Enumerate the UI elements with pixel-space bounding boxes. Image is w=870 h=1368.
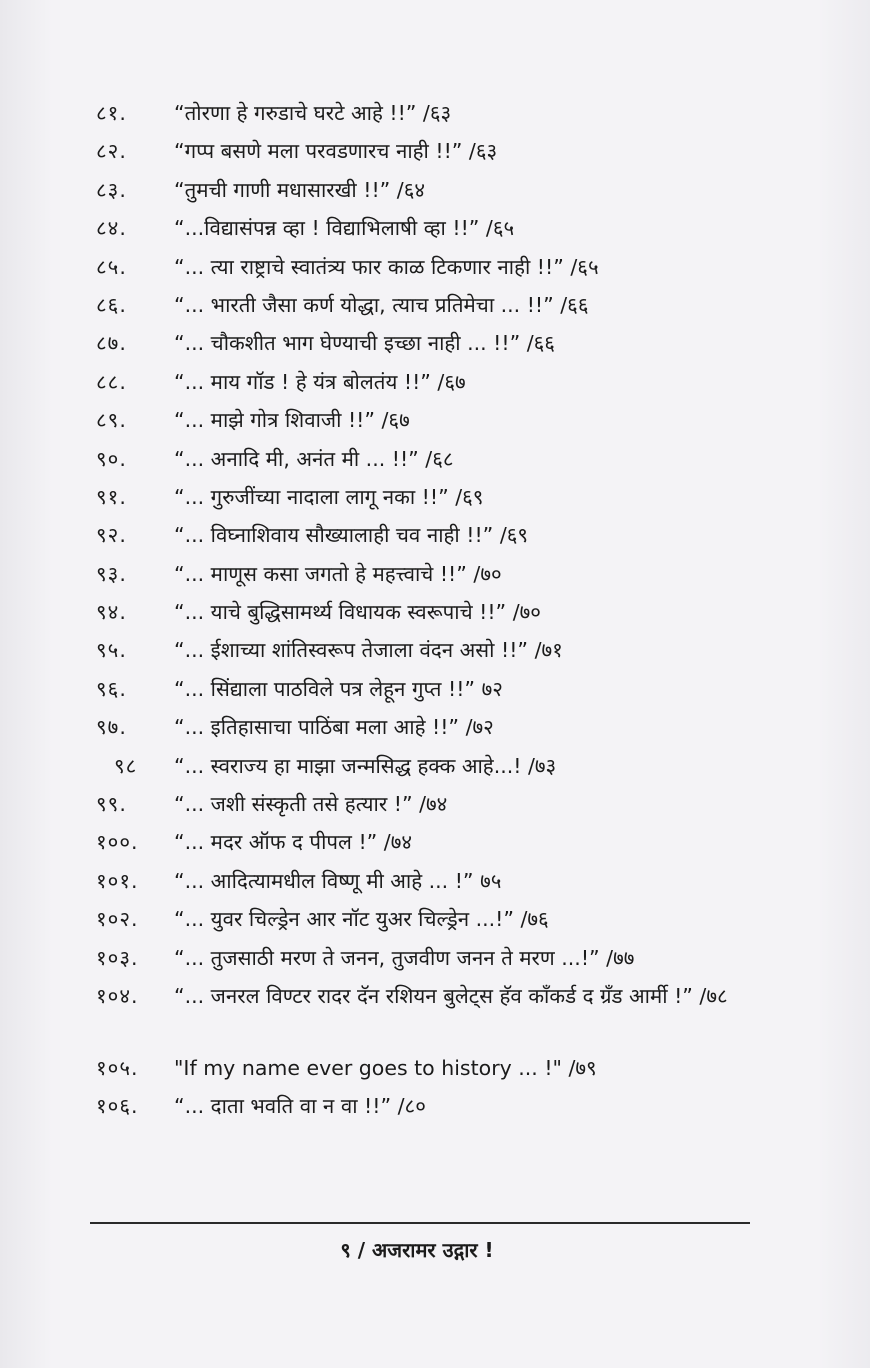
quote-index-list [96,98,786,1130]
list-item [96,635,786,673]
entry-number: ९२. [96,523,127,548]
list-item [96,943,786,981]
entry-text: “... इतिहासाचा पाठिंबा मला आहे !!” /७२ [174,715,494,740]
list-item [96,405,786,443]
list-item [96,290,786,328]
entry-text: “... तुजसाठी मरण ते जनन, तुजवीण जनन ते मरण ...!” /७७ [174,945,635,970]
entry-number: ८३. [96,177,127,202]
entry-number: १०६. [96,1094,139,1119]
entry-number: १०५. [96,1055,139,1080]
entry-text: “... स्वराज्य हा माझा जन्मसिद्ध हक्क आहे...! /७३ [174,753,557,778]
entry-text: “... माणूस कसा जगतो हे महत्त्वाचे !!” /७० [174,561,502,586]
list-item [96,175,786,213]
entry-number: ८५. [96,254,127,279]
footer-divider [90,1222,750,1224]
entry-number: ९५. [96,638,127,663]
entry-text: “... याचे बुद्धिसामर्थ्य विधायक स्वरूपाचे !!” /७० [174,600,541,625]
entry-text: “... आदित्यामधील विष्णू मी आहे ... !” ७५ [174,868,502,893]
list-item [96,444,786,482]
footer-text: ९ / अजरामर उद्गार ! [340,1238,494,1262]
list-item [96,559,786,597]
entry-number: १०३. [96,945,139,970]
entry-number: ९१. [96,484,127,509]
entry-text: “... गुरुजींच्या नादाला लागू नका !!” /६९ [174,484,484,509]
entry-text: “... दाता भवति वा न वा !!” /८० [174,1094,426,1119]
entry-text: “...विद्यासंपन्न व्हा ! विद्याभिलाषी व्हा !!” /६५ [174,216,515,241]
entry-number: ९४. [96,600,127,625]
entry-text: “... विघ्नाशिवाय सौख्यालाही चव नाही !!” /६९ [174,523,529,548]
list-item [96,981,786,1053]
entry-number: ९३. [96,561,127,586]
entry-text: “... जशी संस्कृती तसे हत्यार !” /७४ [174,792,448,817]
entry-number: १००. [96,830,139,855]
entry-number: ८२. [96,139,127,164]
entry-text: “... अनादि मी, अनंत मी ... !!” /६८ [174,446,454,471]
entry-number: १०२. [96,907,139,932]
entry-text: “... माय गॉड ! हे यंत्र बोलतंय !!” /६७ [174,369,466,394]
list-item [96,98,786,136]
entry-number: ९०. [96,446,127,471]
list-item [96,866,786,904]
entry-text: “... ईशाच्या शांतिस्वरूप तेजाला वंदन असो !!” /७१ [174,638,563,663]
entry-number: ८९. [96,408,127,433]
entry-number: ९७. [96,715,127,740]
entry-text: “... चौकशीत भाग घेण्याची इच्छा नाही ... !!” /६६ [174,331,555,356]
list-item [96,712,786,750]
entry-number: ८६. [96,292,127,317]
entry-text: “... भारती जैसा कर्ण योद्धा, त्याच प्रतिमेचा ... !!” /६६ [174,292,589,317]
list-item [96,252,786,290]
list-item [96,328,786,366]
list-item [96,136,786,174]
entry-text: “... सिंद्याला पाठविले पत्र लेहून गुप्त !!” ७२ [174,676,503,701]
entry-text: “... जनरल विण्टर रादर दॅन रशियन बुलेट्स हॅव कॉंकर्ड द ग्रॅंड आर्मी !” /७८ [174,983,728,1008]
entry-text: "If my name ever goes to history ... !" /७९ [174,1055,597,1080]
page-footer [0,1236,870,1263]
entry-text: “गप्प बसणे मला परवडणारच नाही !!” /६३ [174,139,498,164]
list-item [96,751,786,789]
list-item [96,789,786,827]
list-item [96,367,786,405]
list-item [96,674,786,712]
entry-number: ८८. [96,369,127,394]
entry-text: “... युवर चिल्ड्रेन आर नॉट युअर चिल्ड्रेन ...!” /७६ [174,907,549,932]
entry-text: “... माझे गोत्र शिवाजी !!” /६७ [174,408,410,433]
entry-text: “तोरणा हे गरुडाचे घरटे आहे !!” /६३ [174,101,452,125]
entry-number: ८१. [96,101,127,125]
entry-number: ९८ [114,753,138,778]
entry-text: “... त्या राष्ट्राचे स्वातंत्र्य फार काळ टिकणार नाही !!” /६५ [174,254,599,279]
entry-number: १०४. [96,983,139,1008]
entry-number: १०१. [96,868,139,893]
list-item [96,904,786,942]
list-item [96,482,786,520]
entry-number: ८४. [96,216,127,241]
list-item [96,1053,786,1091]
list-item [96,597,786,635]
entry-number: ९९. [96,792,127,817]
entry-text: “तुमची गाणी मधासारखी !!” /६४ [174,177,426,202]
list-item [96,213,786,251]
entry-text: “... मदर ऑफ द पीपल !” /७४ [174,830,413,855]
entry-number: ८७. [96,331,127,356]
list-item [96,520,786,558]
list-item [96,827,786,865]
list-item [96,1091,786,1129]
entry-number: ९६. [96,676,127,701]
